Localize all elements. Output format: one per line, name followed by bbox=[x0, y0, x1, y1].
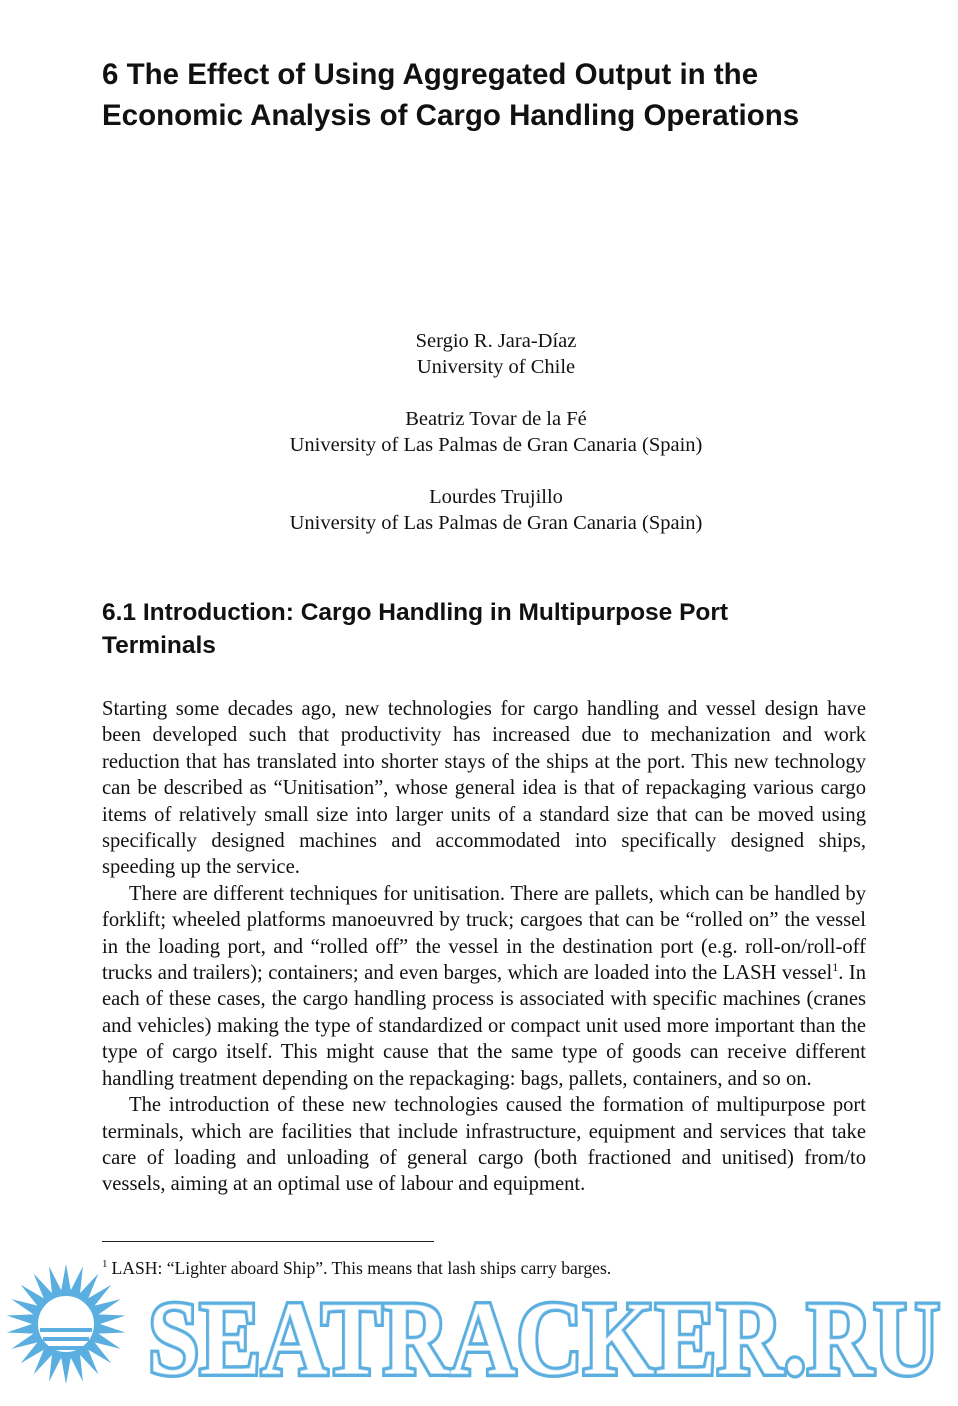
author-affiliation: University of Las Palmas de Gran Canaria (Spain) bbox=[289, 434, 703, 456]
paragraph-3: The introduction of these new technologies caused the formation of multipurpose port terminals, which are facilities that include infrastructure, equipment and services that take care of loading and unloading of general cargo (both fractioned and unitised) from/to vessels, aiming at an optimal use of labour and equipment. bbox=[102, 1094, 866, 1196]
footnote-number: 1 bbox=[102, 1258, 108, 1270]
watermark bbox=[0, 1262, 958, 1406]
footnote-text: LASH: “Lighter aboard Ship”. This means that lash ships carry barges. bbox=[111, 1258, 612, 1278]
watermark-text: SEATRACKER.RU bbox=[148, 1280, 940, 1397]
section-title-line-1: 6.1 Introduction: Cargo Handling in Multipurpose Port bbox=[102, 599, 729, 626]
sun-wave bbox=[40, 1328, 92, 1332]
author-block bbox=[102, 406, 890, 458]
author-name: Sergio R. Jara-Díaz bbox=[415, 330, 577, 352]
author-block bbox=[102, 328, 890, 380]
paragraph-2-end: . In each of these cases, the cargo handling process is associated with specific machines (cranes and vehicles) making the type of standardized or compact unit used more important than the type of cargo itself. This might cause that the same type of goods can receive different handling treatment depending on the repackaging: bags, pallets, containers, and so on. bbox=[102, 962, 867, 1090]
author-block bbox=[102, 484, 890, 536]
sun-disc bbox=[36, 1294, 96, 1354]
sun-logo-icon bbox=[7, 1264, 126, 1384]
sun-wave bbox=[46, 1346, 86, 1350]
chapter-title-line-2: Economic Analysis of Cargo Handling Operations bbox=[102, 99, 800, 132]
chapter-title-line-1: 6 The Effect of Using Aggregated Output in the bbox=[102, 58, 759, 91]
body-text bbox=[102, 696, 866, 1198]
paragraph-2-start: There are different techniques for unitisation. There are pallets, which can be handled by forklift; wheeled platforms manoeuvred by truck; cargoes that can be “rolled on” the vessel in the loading port, and “rolled off” the vessel in the destination port (e.g. roll-on/roll-off trucks and trailers); containers; and even barges, which are loaded into the LASH vessel bbox=[102, 882, 866, 985]
paragraph-1: Starting some decades ago, new technologies for cargo handling and vessel design have been developed such that productivity has increased due to mechanization and work reduction that has translated into shorter stays of the ships at the port. This new technology can be described as “Unitisation”, whose general idea is that of repackaging various cargo items of relatively small size into larger units of a standard size that can be moved using specifically designed machines and accommodated into specifically designed ships, speeding up the service. bbox=[102, 698, 866, 879]
author-affiliation: University of Chile bbox=[416, 356, 576, 378]
author-name: Beatriz Tovar de la Fé bbox=[405, 408, 587, 430]
author-name: Lourdes Trujillo bbox=[429, 486, 563, 508]
author-list bbox=[102, 328, 890, 562]
paragraph-2 bbox=[102, 881, 866, 1092]
footnote-reference[interactable]: 1 bbox=[832, 960, 839, 975]
section-title-line-2: Terminals bbox=[102, 632, 216, 659]
footnote-divider bbox=[102, 1241, 434, 1242]
sun-wave bbox=[43, 1337, 89, 1341]
chapter-title bbox=[102, 54, 902, 136]
author-affiliation: University of Las Palmas de Gran Canaria (Spain) bbox=[289, 512, 703, 534]
section-title bbox=[102, 596, 882, 662]
watermark-text-inner: SEATRACKER.RU bbox=[148, 1280, 940, 1397]
